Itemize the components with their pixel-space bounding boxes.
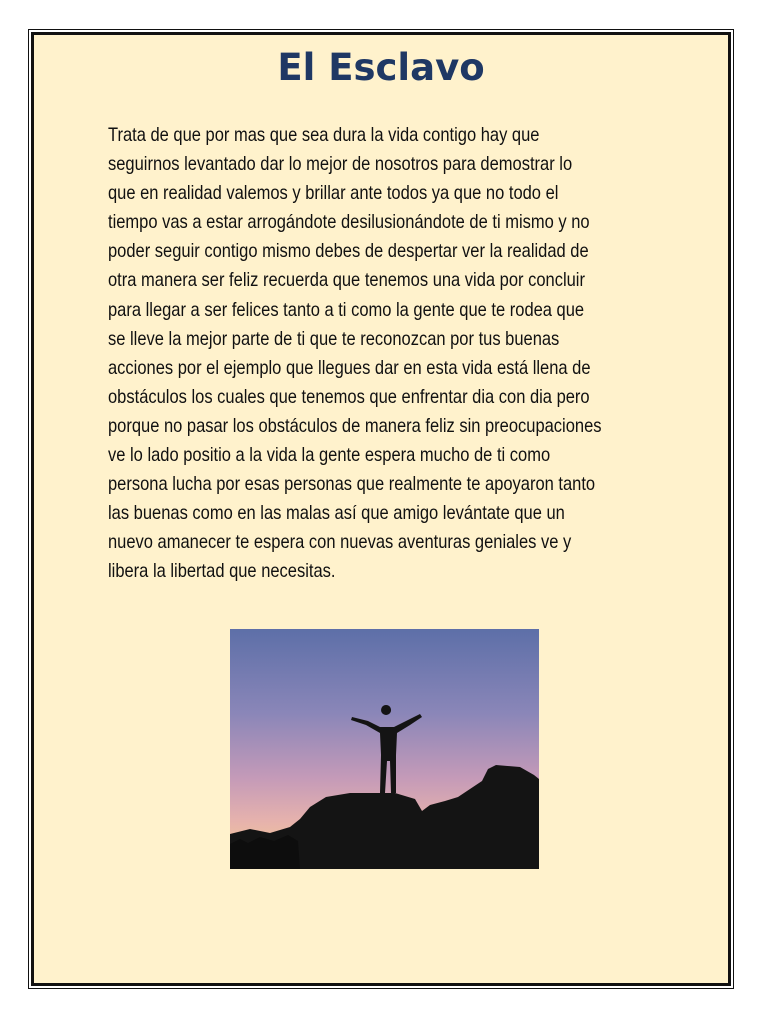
silhouette-illustration bbox=[230, 629, 539, 869]
paragraph-line: persona lucha por esas personas que realmente te apoyaron tanto bbox=[108, 474, 596, 496]
paragraph-line: poder seguir contigo mismo debes de despertar ver la realidad de bbox=[108, 241, 589, 263]
paragraph-line: Trata de que por mas que sea dura la vida contigo hay que bbox=[108, 125, 540, 146]
document-page bbox=[31, 32, 731, 986]
paragraph-line: se lleve la mejor parte de ti que te reconozcan por tus buenas bbox=[108, 328, 560, 350]
body-paragraph bbox=[108, 121, 667, 587]
paragraph-line: tiempo vas a estar arrogándote desilusionándote de ti mismo y no bbox=[108, 212, 590, 234]
foreground-shrubs bbox=[230, 835, 300, 869]
paragraph-line: las buenas como en las malas así que amigo levántate que un bbox=[108, 503, 565, 525]
paragraph-line: acciones por el ejemplo que llegues dar en esta vida está llena de bbox=[108, 357, 591, 379]
paragraph-line: porque no pasar los obstáculos de manera feliz sin preocupaciones bbox=[108, 415, 602, 437]
paragraph-line: ve lo lado positio a la vida la gente espera mucho de ti como bbox=[108, 445, 551, 467]
page-title: El Esclavo bbox=[277, 46, 485, 89]
paragraph-line: otra manera ser feliz recuerda que tenemos una vida por concluir bbox=[108, 270, 585, 292]
paragraph-line: libera la libertad que necesitas. bbox=[108, 561, 336, 583]
paragraph-line: obstáculos los cuales que tenemos que enfrentar dia con dia pero bbox=[108, 386, 590, 408]
sunset-silhouette-photo bbox=[230, 629, 539, 869]
paragraph-line: para llegar a ser felices tanto a ti como la gente que te rodea que bbox=[108, 299, 585, 321]
paragraph-line: seguirnos levantado dar lo mejor de nosotros para demostrar lo bbox=[108, 154, 573, 176]
paragraph-line: que en realidad valemos y brillar ante todos ya que no todo el bbox=[108, 183, 559, 205]
paragraph-line: nuevo amanecer te espera con nuevas aventuras geniales ve y bbox=[108, 532, 572, 554]
